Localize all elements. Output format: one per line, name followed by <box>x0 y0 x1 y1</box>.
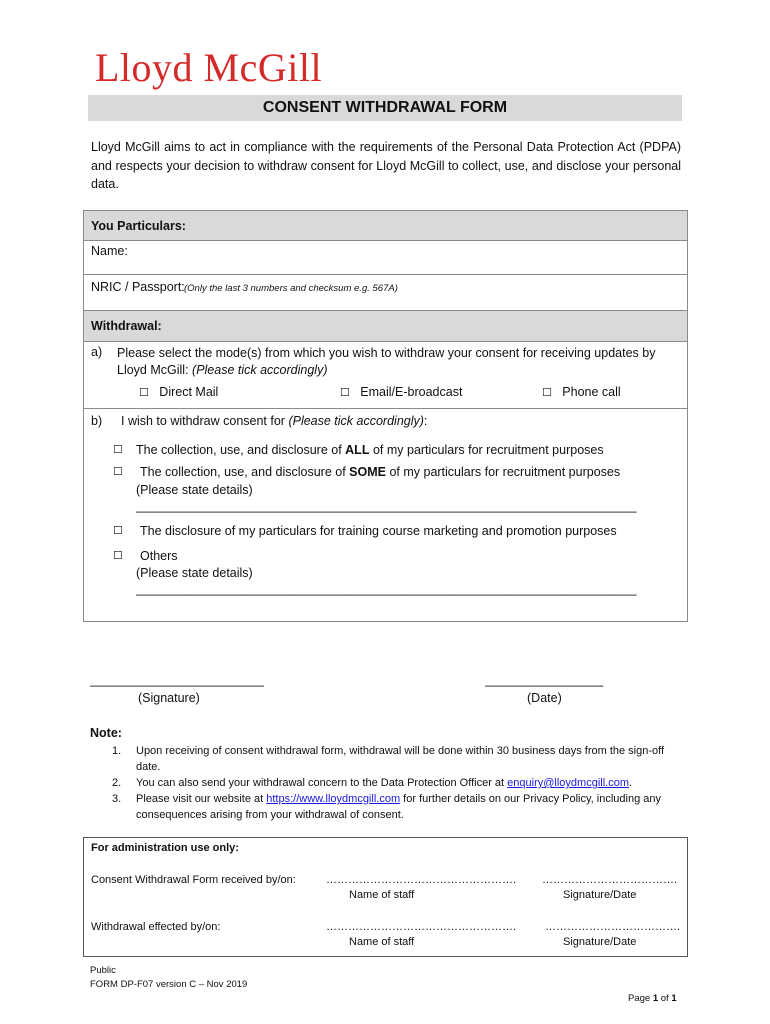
nric-label: NRIC / Passport: <box>91 280 185 294</box>
name-label: Name: <box>91 244 128 258</box>
purpose-others-checkbox[interactable]: ☐ <box>113 550 123 562</box>
withdrawal-purpose-section <box>84 409 687 621</box>
item-b-text: I wish to withdraw consent for (Please tick accordingly): <box>121 414 428 428</box>
purpose-some-label: The collection, use, and disclosure of SOME of my particulars for recruitment purposes <box>140 465 621 479</box>
note-list <box>112 743 687 823</box>
admin-effected-sig-line[interactable]: ………………………………. <box>545 921 681 933</box>
form-table <box>83 210 688 622</box>
company-logo: Lloyd McGill <box>95 45 323 90</box>
page-number: Page 1 of 1 <box>628 993 677 1004</box>
purpose-all-checkbox[interactable]: ☐ <box>113 444 123 456</box>
footer-classification: Public <box>90 965 116 976</box>
admin-heading: For administration use only: <box>91 842 239 854</box>
admin-box <box>83 837 688 957</box>
footer-form-id: FORM DP-F07 version C – Nov 2019 <box>90 979 248 990</box>
admin-effected-staff-label: Name of staff <box>349 936 415 948</box>
some-details-line[interactable]: ________________________________________________________________________ <box>136 499 637 513</box>
admin-effected-staff-line[interactable]: ……………………………………………. <box>326 921 517 933</box>
signature-label: (Signature) <box>138 691 200 705</box>
some-state-details: (Please state details) <box>136 483 253 497</box>
purpose-all-label: The collection, use, and disclosure of ALL of my particulars for recruitment purposes <box>136 443 604 457</box>
item-a-text: Please select the mode(s) from which you wish to withdraw your consent for receiving updates by Lloyd McGill: (Please tick accordingly) <box>117 346 656 377</box>
note-heading: Note: <box>90 726 122 740</box>
purpose-training-checkbox[interactable]: ☐ <box>113 525 123 537</box>
purpose-training-label: The disclosure of my particulars for training course marketing and promotion purposes <box>140 524 617 538</box>
admin-effected-sig-label: Signature/Date <box>563 936 637 948</box>
mode-phone-checkbox[interactable]: ☐ Phone call <box>542 385 621 399</box>
admin-received-staff-label: Name of staff <box>349 889 415 901</box>
website-link[interactable]: https://www.lloydmcgill.com <box>266 793 401 805</box>
nric-row[interactable] <box>84 275 687 311</box>
name-row[interactable] <box>84 241 687 275</box>
form-title: CONSENT WITHDRAWAL FORM <box>88 95 682 121</box>
mode-direct-mail-checkbox[interactable]: ☐ Direct Mail <box>139 385 219 399</box>
particulars-heading: You Particulars: <box>91 219 186 233</box>
admin-received-sig-label: Signature/Date <box>563 889 637 901</box>
note-item-1: 1. Upon receiving of consent withdrawal form, withdrawal will be done within 30 business days from the sign-off date. <box>112 745 665 773</box>
admin-received-sig-line[interactable]: ………………………………. <box>542 874 678 886</box>
date-label: (Date) <box>527 691 562 705</box>
purpose-others-label: Others <box>140 549 178 563</box>
withdrawal-mode-row <box>84 342 687 409</box>
intro-paragraph: Lloyd McGill aims to act in compliance with the requirements of the Personal Data Protection Act (PDPA) and respects your decision to withdraw consent for Lloyd McGill to collect, use, and disclose your personal data. <box>91 140 681 191</box>
date-line[interactable]: _________________ <box>485 673 604 687</box>
admin-received-staff-line[interactable]: ……………………………………………. <box>326 874 517 886</box>
signature-line[interactable]: _________________________ <box>90 673 264 687</box>
purpose-some-checkbox[interactable]: ☐ <box>113 466 123 478</box>
note-item-2: 2. You can also send your withdrawal concern to the Data Protection Officer at enquiry@lloydmcgill.com. <box>112 777 633 789</box>
others-state-details: (Please state details) <box>136 566 253 580</box>
particulars-header-row <box>84 211 687 241</box>
nric-hint: (Only the last 3 numbers and checksum e.g. 567A) <box>184 283 398 294</box>
email-link[interactable]: enquiry@lloydmcgill.com <box>507 777 629 789</box>
withdrawal-header-row <box>84 311 687 342</box>
item-b-marker: b) <box>91 414 103 428</box>
note-item-3: 3. Please visit our website at https://www.lloydmcgill.com for further details on our Privacy Policy, including any consequences arising from your withdrawal of consent. <box>112 793 661 821</box>
admin-effected-label: Withdrawal effected by/on: <box>91 921 221 933</box>
mode-email-checkbox[interactable]: ☐ Email/E-broadcast <box>340 385 463 399</box>
withdrawal-heading: Withdrawal: <box>91 319 162 333</box>
item-a-marker: a) <box>91 345 103 359</box>
others-details-line[interactable]: ________________________________________________________________________ <box>136 582 637 596</box>
admin-received-label: Consent Withdrawal Form received by/on: <box>91 874 296 886</box>
